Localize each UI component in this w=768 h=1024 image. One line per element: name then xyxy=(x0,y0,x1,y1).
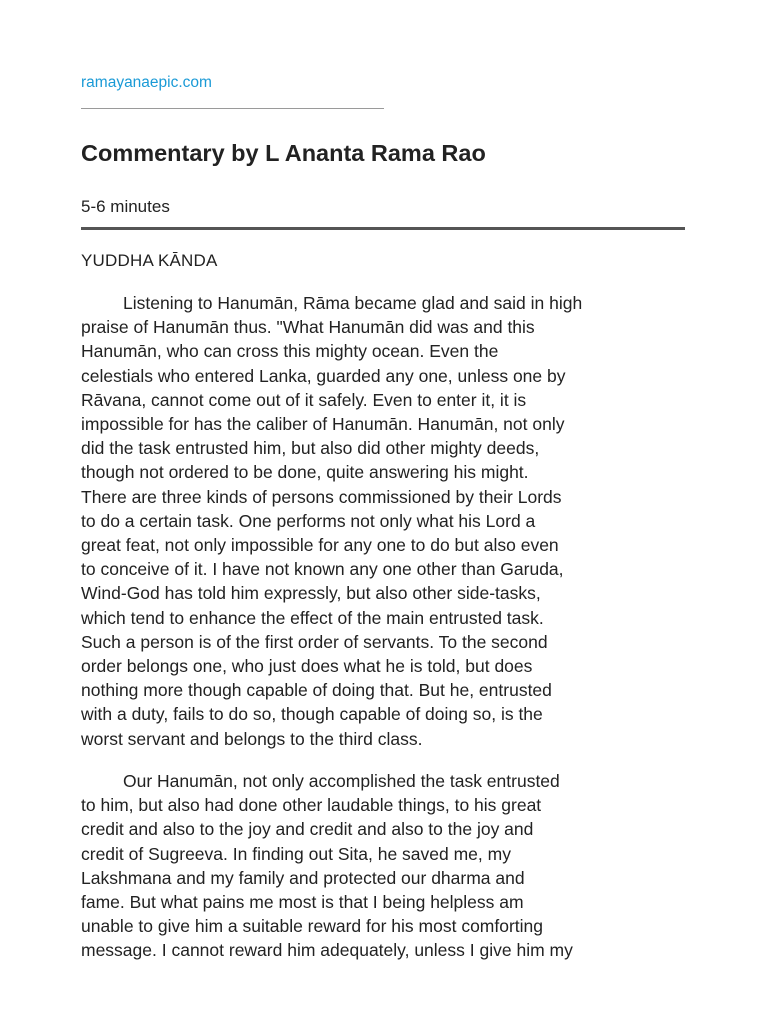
text-line: Such a person is of the first order of servants. To the second xyxy=(81,631,548,652)
text-line: impossible for has the caliber of Hanumān. Hanumān, not only xyxy=(81,414,565,435)
paragraph-1 xyxy=(81,291,687,751)
text-line: There are three kinds of persons commissioned by their Lords xyxy=(81,486,562,507)
header-divider xyxy=(81,108,384,109)
text-line: unable to give him a suitable reward for his most comforting xyxy=(81,916,544,937)
text-line: message. I cannot reward him adequately, unless I give him my xyxy=(81,940,573,961)
text-line: which tend to enhance the effect of the main entrusted task. xyxy=(81,607,544,628)
text-line: Listening to Hanumān, Rāma became glad and said in high xyxy=(123,293,583,313)
text-line: order belongs one, who just does what he is told, but does xyxy=(81,656,533,677)
text-line: to conceive of it. I have not known any one other than Garuda, xyxy=(81,559,564,580)
text-line: with a duty, fails to do so, though capable of doing so, is the xyxy=(81,704,543,725)
text-line: great feat, not only impossible for any one to do but also even xyxy=(81,535,559,556)
text-line: worst servant and belongs to the third class. xyxy=(81,728,423,749)
paragraph-2 xyxy=(81,769,687,963)
source-link[interactable]: ramayanaepic.com xyxy=(81,74,212,91)
reading-time: 5-6 minutes xyxy=(81,197,170,216)
text-line: Wind-God has told him expressly, but also other side-tasks, xyxy=(81,583,541,604)
text-line: to him, but also had done other laudable things, to his great xyxy=(81,795,542,816)
text-line: fame. But what pains me most is that I being helpless am xyxy=(81,892,524,913)
text-line: Lakshmana and my family and protected our dharma and xyxy=(81,867,525,888)
text-line: nothing more though capable of doing that. But he, entrusted xyxy=(81,680,552,701)
text-line: did the task entrusted him, but also did other mighty deeds, xyxy=(81,438,540,459)
article-title: Commentary by L Ananta Rama Rao xyxy=(81,140,486,166)
text-line: celestials who entered Lanka, guarded any one, unless one by xyxy=(81,365,566,386)
text-line: credit of Sugreeva. In finding out Sita, he saved me, my xyxy=(81,843,511,864)
title-divider xyxy=(81,227,685,230)
section-heading: YUDDHA KĀNDA xyxy=(81,251,218,270)
text-line: praise of Hanumān thus. "What Hanumān did was and this xyxy=(81,317,535,338)
text-line: though not ordered to be done, quite answering his might. xyxy=(81,462,529,483)
text-line: Hanumān, who can cross this mighty ocean. Even the xyxy=(81,341,499,362)
text-line: to do a certain task. One performs not only what his Lord a xyxy=(81,510,536,531)
text-line: credit and also to the joy and credit and also to the joy and xyxy=(81,819,534,840)
text-line: Rāvana, cannot come out of it safely. Even to enter it, it is xyxy=(81,389,527,410)
text-line: Our Hanumān, not only accomplished the task entrusted xyxy=(123,771,560,791)
